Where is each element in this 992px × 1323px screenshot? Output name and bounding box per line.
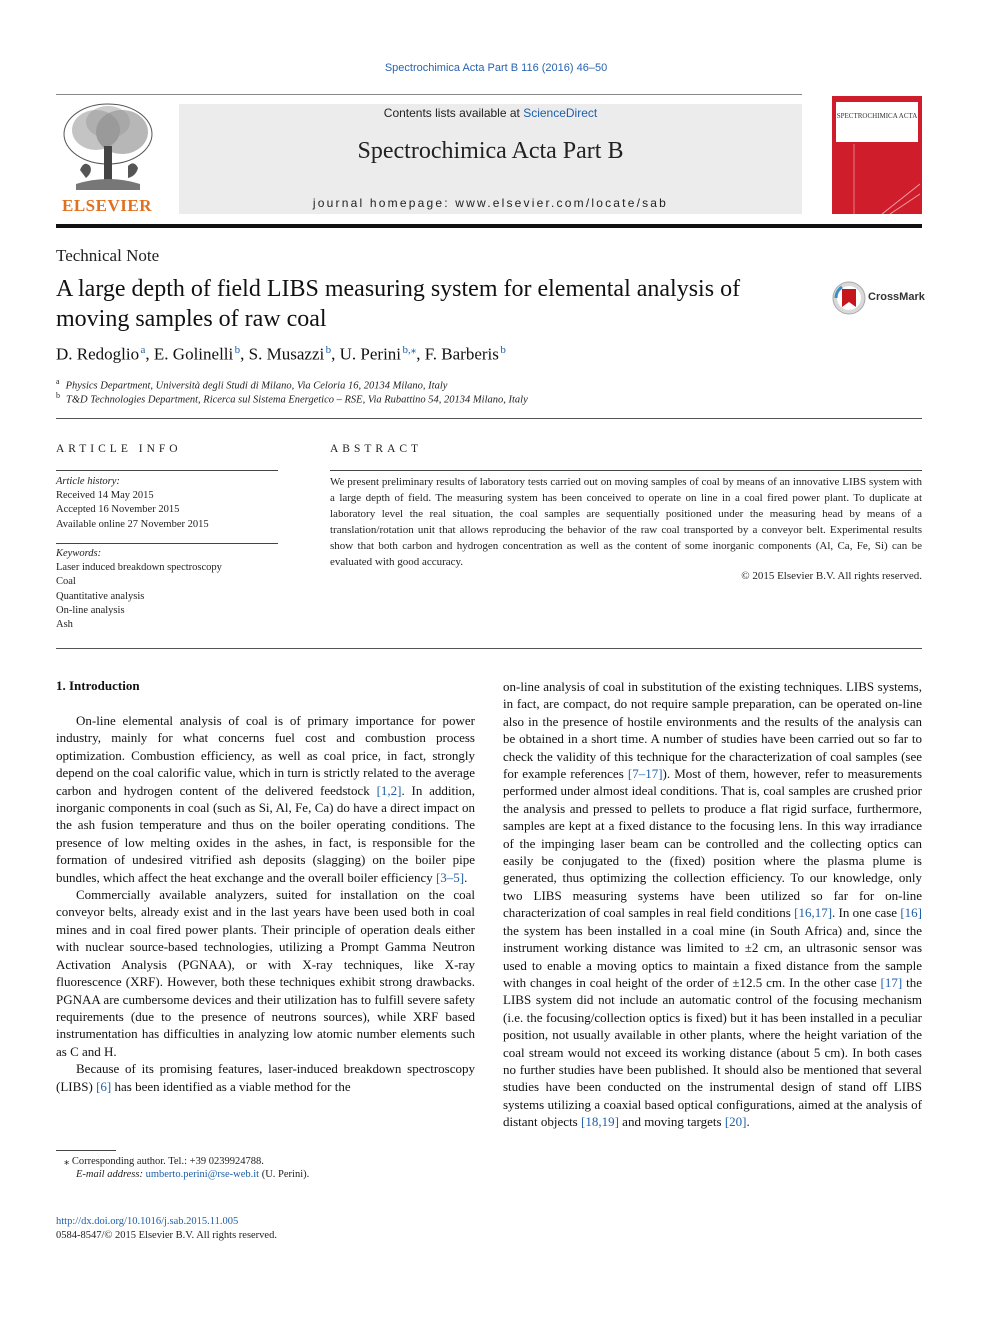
paragraph [56,1060,475,1095]
paragraph-text: the LIBS system did not include an automatic control of the focusing mechanism (i.e. the focusing/collection optics is fixed) but it has been installed in a peculiar position, not usually available in other plants, where the height variation of the coal stream would not exceed its working distance (about 5 cm). In both cases no further studies have been published. It should also be mentioned that several studies have been conducted on the instrumental design of stand off LIBS systems utilizing a coaxial based optical configurations, aimed at the analysis of distant objects [503,974,923,1130]
affiliation-a [56,377,447,392]
paragraph-text: . In addition, inorganic components in coal (such as Si, Al, Fe, Ca) do have a direct impact on the ash fusion temperature and thus on the boiler operating conditions. The presence of low melting oxides in the ashes, in fact, is responsible for the formation of undesired vitrified ash deposits (slagging) on the boiler pipe bundles, which affect the heat exchange and the overall boiler efficiency [56,782,476,885]
keyword: Coal [56,576,76,588]
paragraph-text: . [464,869,468,885]
keywords-label: Keywords: [56,548,102,559]
article-type: Technical Note [56,246,160,265]
keyword: Laser induced breakdown spectroscopy [56,562,222,574]
contents-prefix: Contents lists available at [383,106,524,120]
email-label: E-mail address: [76,1169,146,1180]
body-column-left [56,712,475,1095]
affiliation-b [56,391,528,406]
author-affil-sup[interactable]: b [325,344,332,356]
header-top-rule [56,94,802,95]
abstract-copyright: © 2015 Elsevier B.V. All rights reserved. [741,570,922,582]
journal-cover-thumbnail[interactable] [832,96,922,214]
history-online: Available online 27 November 2015 [56,518,209,530]
paragraph-text: and moving targets [618,1114,725,1130]
cover-title: SPECTROCHIMICA ACTA [836,112,918,120]
history-received: Received 14 May 2015 [56,490,154,502]
paragraph-text: . [746,1114,750,1130]
issn-copyright: 0584-8547/© 2015 Elsevier B.V. All rights reserved. [56,1230,277,1241]
paragraph-text: on-line analysis of coal in substitution of the existing techniques. LIBS systems, in fact, are compact, do not require sample preparation, can be operated on-line also in the presence of hostile environments and the results of the analysis can be obtained in a short time. A number of studies have been carried out so far to check the validity of this technique for the characterization of coal samples (see for example references [503,679,922,782]
section-heading: 1. Introduction [56,678,140,693]
citation-link[interactable]: [6] [96,1078,112,1094]
paragraph-text: the system has been installed in a coal mine (in South Africa) and, since the instrument working distance was limited to ±2 cm, an ultrasonic sensor was used to enable a moving optics to maintain a fixed distance from the sample with changes in coal height of the order of ±12.5 cm. In the other case [503,922,922,990]
paragraph [56,712,475,886]
header-bottom-rule [56,224,922,228]
author[interactable]: U. Perini [339,344,402,364]
abstract-heading: ABSTRACT [330,443,423,455]
journal-name: Spectrochimica Acta Part B [357,138,624,164]
citation-link[interactable]: [3–5] [435,869,465,885]
paragraph [503,678,922,1131]
affiliation-text: T&D Technologies Department, Ricerca sul Sistema Energetico – RSE, Via Rubattino 54, 20134 Milano, Italy [66,394,528,406]
footnote-email [76,1169,309,1180]
cover-graphic [832,144,922,214]
crossmark-label[interactable]: CrossMark [868,291,925,303]
affiliation-text: Physics Department, Università degli Studi di Milano, Via Celoria 16, 20134 Milano, Italy [65,380,448,392]
author-affil-sup[interactable]: b [234,344,241,356]
doi-link[interactable]: http://dx.doi.org/10.1016/j.sab.2015.11.005 [56,1216,239,1227]
author[interactable]: F. Barberis [424,344,499,364]
author-list: D. Redoglio $^a$, E. Golinelli $^b$, S. Musazzi $^b$, U. Perini $^{b,⁎}$, F. Barberis $^b$ [56,344,506,364]
paragraph [56,886,475,1060]
article-title: A large depth of field LIBS measuring system for elemental analysis of moving samples of raw coal [56,276,741,332]
paragraph-text: ). Most of them, however, refer to measurements performed under almost ideal conditions. That is, coal samples are crushed prior the analysis and pressed to pellets to produce a flat rigid surface, furthermore, samples are kept at a fixed distance to the focusing lens. In this way irradiance of the impinging laser beam can be controlled and the collecting optics can easily be conjugated to the (fixed) position where the plasma plume is generated, thus optimizing the collection efficiency. To our knowledge, only two LIBS measuring systems have been utilized so far for on-line characterization of coal samples in real field conditions [503,766,923,921]
abstract-text: We present preliminary results of laboratory tests carried out on moving samples of coal by means of an innovative LIBS system with a large depth of field. The measuring system has been conceived to operate on line in a coal fired power plant. To duplicate at laboratory level the real situation, the coal samples are sequentially positioned under the measuring head by means of a translation/rotation unit that allows reproducing the behavior of the raw coal transported by a conveyor belt. Experimental results show that both carbon and hydrogen concentration as well as the content of some inorganic components (Al, Ca, Fe, Si) can be evaluated with good accuracy. [330,476,922,568]
citation-link[interactable]: [7–17] [627,766,663,782]
crossmark-icon[interactable] [832,281,866,315]
email-link[interactable]: umberto.perini@rse-web.it [145,1169,260,1180]
citation-link[interactable]: [20] [724,1114,747,1130]
history-accepted: Accepted 16 November 2015 [56,504,180,516]
sciencedirect-link[interactable]: ScienceDirect [523,106,598,120]
journal-reference[interactable]: Spectrochimica Acta Part B 116 (2016) 46–50 [384,62,608,74]
citation-link[interactable]: [1,2] [376,782,402,798]
author-affil-sup[interactable]: a [140,344,146,356]
author[interactable]: E. Golinelli [153,344,234,364]
citation-link[interactable]: [18,19] [581,1114,619,1130]
paragraph-text: . In one case [832,905,901,921]
keyword: Ash [56,619,73,631]
footnote-corresponding: ⁎ Corresponding author. Tel.: +39 0239924788. [64,1156,264,1167]
affiliation-rule [56,418,922,419]
cover-title-panel [836,102,918,142]
paragraph-text: Because of its promising features, laser-induced breakdown spectroscopy (LIBS) [56,1061,475,1094]
body-column-right [503,678,922,1131]
footnote-rule [56,1150,116,1151]
article-info-rule [56,470,278,471]
keywords [56,547,286,632]
paragraph-text: Commercially available analyzers, suited for installation on the coal conveyor belts, already exist and in the last years have been used both in coal mines and in coal fired power plants. Their principle of operation deals either with nuclear source-based technologies, utilizing a Prompt Gamma Neutron Activation Analysis (PGNAA), or with X-ray techniques, like X-ray fluorescence (XRF). However, both these techniques exhibit strong drawbacks. PGNAA are cumbersome devices and their utilization has to fulfill severe safety requirements (due to the presence of neutrons sources), while XRF based instrumentation has difficulties in analyzing low atomic number elements such as C and H. [56,887,475,1059]
citation-link[interactable]: [16] [900,905,922,921]
author[interactable]: S. Musazzi [248,344,325,364]
citation-link[interactable]: [16,17] [794,905,833,921]
journal-homepage[interactable]: journal homepage: www.elsevier.com/locate/sab [312,196,669,210]
email-suffix: (U. Perini). [259,1169,310,1180]
article-history-label: Article history: [56,476,120,487]
abstract-rule [330,470,922,471]
author-affil-sup[interactable]: b [500,344,506,356]
paragraph-text: has been identified as a viable method for the [111,1078,351,1094]
paragraph-text: On-line elemental analysis of coal is of primary importance for power industry, mainly for what concerns fuel cost and combustion process optimization. Combustion efficiency, as well as coal price, in fact, strongly depend on the coal calorific value, which in turn is strictly related to the average carbon and hydrogen content of the delivered feedstock [56,713,475,798]
citation-link[interactable]: [17] [880,974,903,990]
author[interactable]: D. Redoglio [56,344,140,364]
keyword: On-line analysis [56,604,125,616]
elsevier-wordmark: ELSEVIER [62,196,152,215]
keyword: Quantitative analysis [56,590,145,602]
affiliation-sup: b [56,391,60,400]
article-history [56,475,286,532]
contents-line [179,106,802,120]
body-rule [56,648,922,649]
article-info-heading: ARTICLE INFO [56,443,182,455]
affiliation-sup: a [56,377,60,386]
keywords-rule [56,543,278,544]
author-affil-sup[interactable]: b,⁎ [402,344,417,356]
